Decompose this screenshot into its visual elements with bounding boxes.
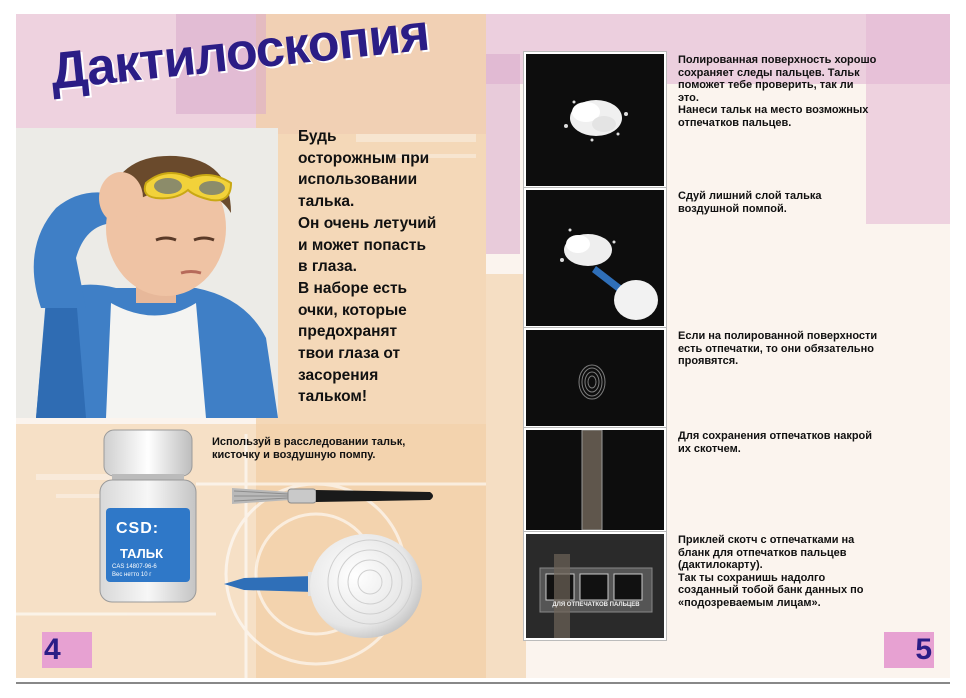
step-text-line: Если на полированной поверхности — [678, 330, 878, 342]
step-text-line: Так ты сохранишь надолго — [678, 571, 826, 584]
warning-line: Он очень летучий — [298, 214, 437, 232]
step-text-line: Для сохранения отпечатков накрой — [678, 430, 873, 442]
jar-small-text: CAS 14807-96-6 — [112, 564, 157, 570]
brush-image — [230, 480, 436, 510]
kit-caption-line: кисточку и воздушную помпу. — [212, 449, 376, 461]
step-3-image — [524, 328, 666, 428]
warning-line: использовании — [298, 171, 418, 189]
step-text-line: их скотчем. — [678, 442, 741, 455]
step-text-line: «подозреваемым лицам». — [678, 596, 821, 609]
warning-line: и может попасть — [298, 236, 427, 254]
card-label: ДЛЯ ОТПЕЧАТКОВ ПАЛЬЦЕВ — [552, 602, 640, 608]
step-text-line: есть отпечатки, то они обязательно — [678, 342, 874, 355]
warning-line: осторожным при — [298, 149, 430, 167]
warning-line: очки, которые — [298, 301, 407, 319]
step-text-line: (дактилокарту). — [678, 559, 763, 571]
step-4-image — [524, 428, 666, 532]
air-pump-image — [224, 532, 424, 642]
step-1-text — [678, 54, 908, 129]
lavender-spine — [486, 54, 520, 254]
page-number-left: 4 — [42, 632, 92, 668]
pump-blowing-talc — [526, 190, 664, 326]
warning-line: в глаза. — [298, 258, 357, 276]
warning-line: тальком! — [298, 388, 368, 406]
step-2-image — [524, 188, 666, 328]
jar-small-text: Вес нетто 10 г — [112, 572, 152, 578]
talc-pile — [526, 54, 664, 186]
boy-illustration — [16, 128, 278, 418]
step-text-line: Нанеси тальк на место возможных — [678, 104, 869, 116]
fingerprint-on-surface — [526, 330, 664, 426]
step-5-text — [678, 534, 908, 609]
talc-jar — [98, 428, 198, 604]
step-3-text — [678, 330, 908, 368]
step-text-line: поможет тебе проверить, так ли — [678, 79, 854, 91]
step-1-image — [524, 52, 666, 188]
warning-line: предохранят — [298, 323, 398, 341]
warning-line: засорения — [298, 366, 379, 384]
step-text-line: воздушной помпой. — [678, 202, 787, 215]
kit-caption-line: Используй в расследовании тальк, — [212, 436, 406, 448]
tape-over-print — [526, 430, 664, 530]
warning-line: талька. — [298, 193, 355, 211]
step-text-line: это. — [678, 91, 699, 104]
step-text-line: бланк для отпечатков пальцев — [678, 546, 847, 559]
warning-line: Будь — [298, 128, 337, 145]
warning-line: В наборе есть — [298, 279, 408, 297]
warning-line: твои глаза от — [298, 345, 401, 363]
step-4-text — [678, 430, 908, 455]
fingerprint-card — [526, 534, 664, 638]
step-5-image — [524, 532, 666, 640]
page-number-right: 5 — [884, 632, 934, 668]
step-text-line: Сдуй лишний слой талька — [678, 190, 822, 202]
boy-with-goggles-photo — [16, 128, 278, 418]
step-text-line: проявятся. — [678, 355, 739, 367]
step-2-text — [678, 190, 908, 215]
step-text-line: созданный тобой банк данных по — [678, 584, 864, 596]
peach-grunge-spine — [486, 274, 526, 678]
jar-brand: CSD: — [116, 520, 160, 537]
page-title: Дактилоскопия — [47, 3, 432, 102]
step-text-line: отпечатков пальцев. — [678, 116, 792, 129]
kit-caption — [212, 436, 452, 462]
bottom-rule — [16, 682, 950, 684]
talc-warning-text — [298, 126, 468, 408]
step-text-line: Приклей скотч с отпечатками на — [678, 534, 855, 546]
step-text-line: Полированная поверхность хорошо — [678, 54, 877, 66]
step-text-line: сохраняет следы пальцев. Тальк — [678, 66, 860, 79]
jar-label: ТАЛЬК — [120, 546, 164, 561]
